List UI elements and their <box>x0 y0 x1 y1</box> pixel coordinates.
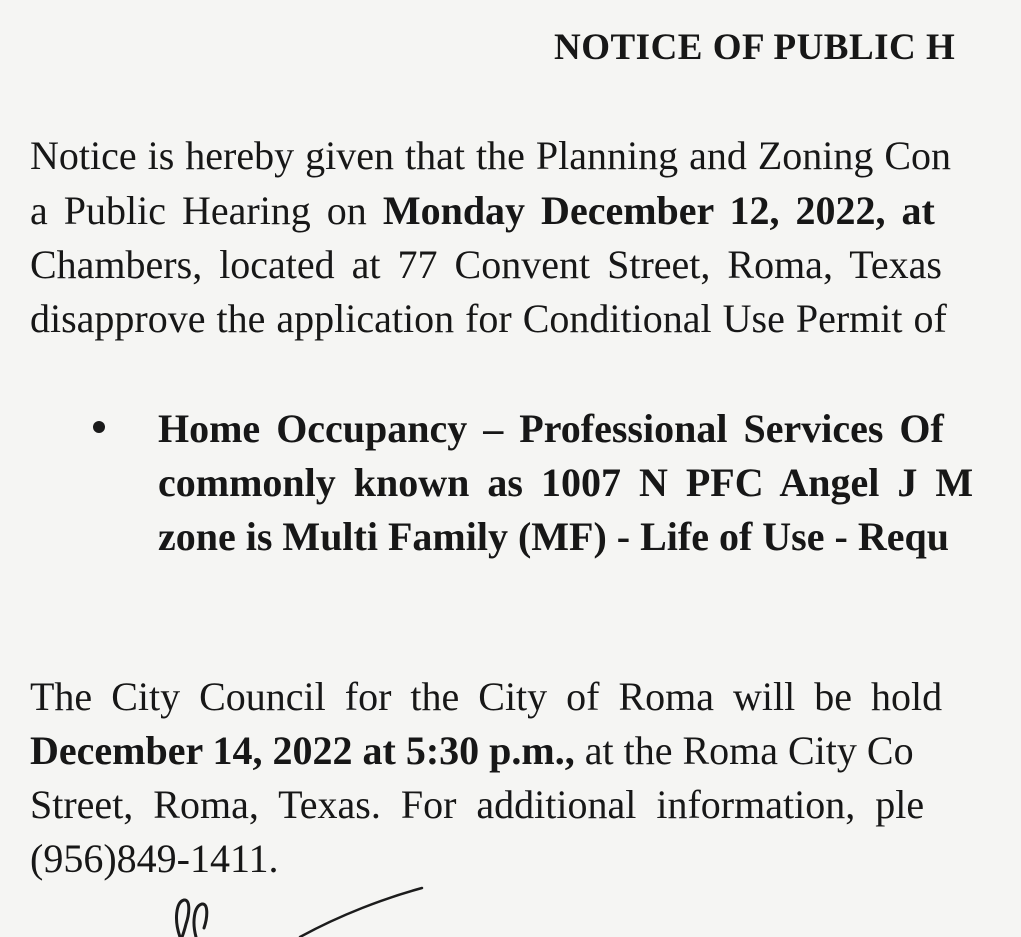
hearing-intro-text: a Public Hearing on <box>30 188 383 233</box>
council-paragraph-line-2 <box>30 727 914 775</box>
council-paragraph-line-1: The City Council for the City of Roma will be hold <box>30 674 943 719</box>
notice-paragraph-1-line-3: Chambers, located at 77 Convent Street, Roma, Texas <box>30 242 942 287</box>
notice-paragraph-1-line-4: disapprove the application for Conditional Use Permit of <box>30 296 947 341</box>
bullet-dot-icon <box>93 421 105 433</box>
permit-item-line-1: Home Occupancy – Professional Services Of <box>158 406 944 451</box>
permit-item-line-3: zone is Multi Family (MF) - Life of Use - Requ <box>158 514 949 559</box>
permit-item-line-2: commonly known as 1007 N PFC Angel J M <box>158 460 974 505</box>
council-paragraph-line-3: Street, Roma, Texas. For additional information, ple <box>30 782 925 827</box>
council-paragraph-line-4: (956)849-1411. <box>30 836 279 881</box>
hearing-date-text: Monday December 12, 2022, at <box>382 188 935 233</box>
notice-paragraph-1-line-1: Notice is hereby given that the Planning and Zoning Con <box>30 133 952 178</box>
council-date-text: December 14, 2022 at 5:30 p.m., <box>30 728 575 773</box>
notice-paragraph-1-line-2 <box>30 187 935 235</box>
council-location-text: at the Roma City Co <box>574 728 914 773</box>
notice-title: NOTICE OF PUBLIC H <box>554 27 956 68</box>
signature-icon <box>150 880 450 937</box>
